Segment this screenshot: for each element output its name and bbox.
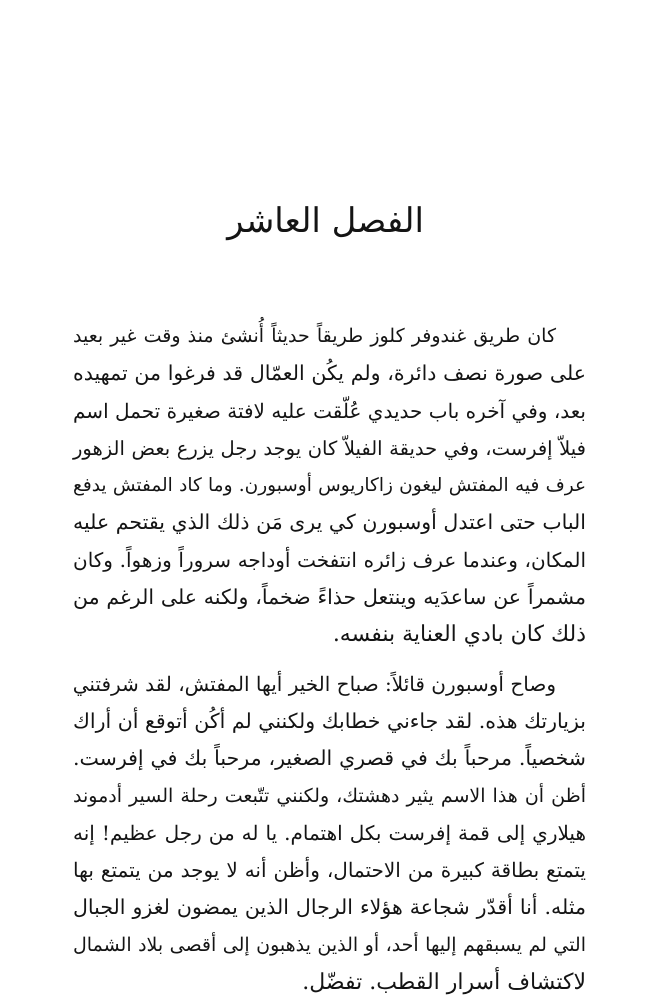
text-line: كان طريق غندوفر كلوز طريقاً حديثاً أُنشئ منذ وقت غير بعيد — [73, 325, 556, 347]
text-line: الباب حتى اعتدل أوسبورن كي يرى مَن ذلك الذي يقتحم عليه — [73, 510, 586, 535]
text-line: فيلاّ إفرست، وفي حديقة الفيلاّ كان يوجد رجل يزرع بعض الزهور — [73, 436, 586, 460]
chapter-body — [73, 318, 586, 1001]
text-line: يتمتع بطاقة كبيرة من الاحتمال، وأظن أنه لا يوجد من يتمتع بها — [73, 858, 586, 883]
text-line: عرف فيه المفتش ليغون زاكاريوس أوسبورن. وما كاد المفتش يدفع — [73, 475, 586, 497]
chapter-title: الفصل العاشر — [227, 201, 424, 241]
text-line: بزيارتك هذه. لقد جاءني خطابك ولكنني لم أكُن أتوقع أن أراك — [73, 708, 586, 733]
text-line: لاكتشاف أسرار القطب. تفضّل. — [302, 970, 586, 996]
text-line: هيلاري إلى قمة إفرست بكل اهتمام. يا له من رجل عظيم! إنه — [73, 820, 586, 845]
text-line: مثله. أنا أقدّر شجاعة هؤلاء الرجال الذين يمضون لغزو الجبال — [73, 895, 586, 920]
text-line: بعد، وفي آخره باب حديدي عُلّقت عليه لافتة صغيرة تحمل اسم — [73, 398, 586, 423]
text-line: أظن أن هذا الاسم يثير دهشتك، ولكنني تتّبعت رحلة السير أدموند — [73, 784, 586, 807]
text-line: ذلك كان بادي العناية بنفسه. — [332, 622, 586, 648]
text-line: المكان، وعندما عرف زائره انتفخت أوداجه سروراً وزهواً. وكان — [73, 547, 586, 572]
text-line: التي لم يسبقهم إليها أحد، أو الذين يذهبون إلى أقصى بلاد الشمال — [73, 933, 586, 956]
text-line: شخصياً. مرحباً بك في قصري الصغير، مرحباً بك في إفرست. — [73, 746, 586, 771]
text-line: وصاح أوسبورن قائلاً: صباح الخير أيها المفتش، لقد شرفتني — [72, 671, 556, 696]
paragraph-1 — [73, 318, 586, 654]
paragraph-2 — [73, 666, 586, 1001]
text-line: على صورة نصف دائرة، ولم يكُن العمّال قد فرغوا من تمهيده — [73, 361, 586, 386]
text-line: مشمراً عن ساعدَيه وينتعل حذاءً ضخماً، ولكنه على الرغم من — [73, 585, 586, 610]
